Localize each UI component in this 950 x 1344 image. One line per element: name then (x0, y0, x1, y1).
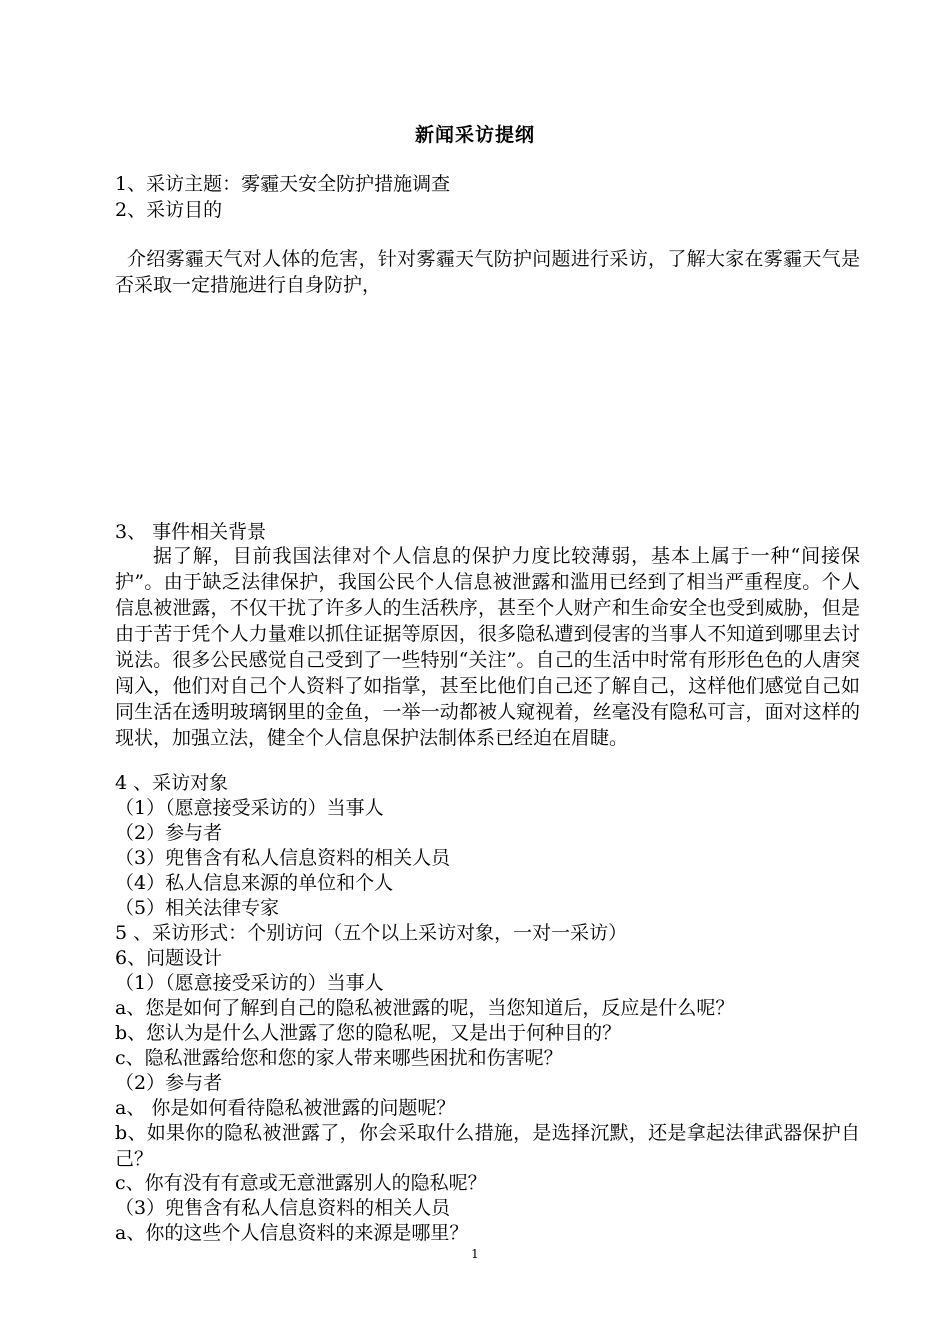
target-item: （3）兜售含有私人信息资料的相关人员 (115, 847, 451, 869)
question-group-1: （1）（愿意接受采访的）当事人 (115, 972, 384, 994)
question-item: a、 你是如何看待隐私被泄露的问题呢？ (115, 1097, 456, 1119)
question-item: a、你的这些个人信息资料的来源是哪里？ (115, 1222, 469, 1244)
question-item: b、如果你的隐私被泄露了，你会采取什么措施，是选择沉默，还是拿起法律武器保护自己？ (115, 1122, 860, 1170)
section-4-heading: 4 、采访对象 (115, 772, 229, 794)
target-item: （5）相关法律专家 (115, 897, 280, 919)
section-6-heading: 6、问题设计 (115, 947, 223, 969)
background-paragraph: 据了解，目前我国法律对个人信息的保护力度比较薄弱，基本上属于一种“间接保护”。由于缺乏法律保护，我国公民个人信息被泄露和滥用已经到了相当严重程度。个人信息被泄露，不仅干扰了许多人的生活秩序，甚至个人财产和生命安全也受到威胁，但是由于苦于凭个人力量难以抓住证据等原因，很多隐私遭到侵害的当事人不知道到哪里去讨说法。很多公民感觉自己受到了一些特别“关注”。自己的生活中时常有形形色色的人唐突闯入，他们对自己个人资料了如指掌，甚至比他们自己还了解自己，这样他们感觉自己如同生活在透明玻璃钢里的金鱼，一举一动都被人窥视着，丝毫没有隐私可言，面对这样的现状，加强立法，健全个人信息保护法制体系已经迫在眉睫。 (115, 545, 860, 749)
question-item: a、您是如何了解到自己的隐私被泄露的呢，当您知道后，反应是什么呢？ (115, 997, 735, 1019)
question-group-2: （2）参与者 (115, 1072, 223, 1094)
section-3-heading: 3、 事件相关背景 (115, 521, 267, 543)
document-title: 新闻采访提纲 (414, 124, 535, 146)
page-number: 1 (471, 1247, 479, 1261)
question-item: c、隐私泄露给您和您的家人带来哪些困扰和伤害呢？ (115, 1047, 563, 1069)
target-item: （4）私人信息来源的单位和个人 (115, 872, 394, 894)
section-1-topic: 1、采访主题：雾霾天安全防护措施调查 (115, 173, 451, 195)
target-item: （1）（愿意接受采访的）当事人 (115, 797, 384, 819)
purpose-paragraph: 介绍雾霾天气对人体的危害，针对雾霾天气防护问题进行采访，了解大家在雾霾天气是否采取一定措施进行自身防护， (115, 248, 860, 296)
question-item: c、你有没有有意或无意泄露别人的隐私呢？ (115, 1172, 487, 1194)
section-2-heading: 2、采访目的 (115, 199, 223, 221)
question-group-3: （3）兜售含有私人信息资料的相关人员 (115, 1197, 451, 1219)
section-5-format: 5 、采访形式：个别访问（五个以上采访对象，一对一采访） (115, 922, 628, 944)
question-item: b、您认为是什么人泄露了您的隐私呢，又是出于何种目的？ (115, 1022, 622, 1044)
target-item: （2）参与者 (115, 822, 223, 844)
